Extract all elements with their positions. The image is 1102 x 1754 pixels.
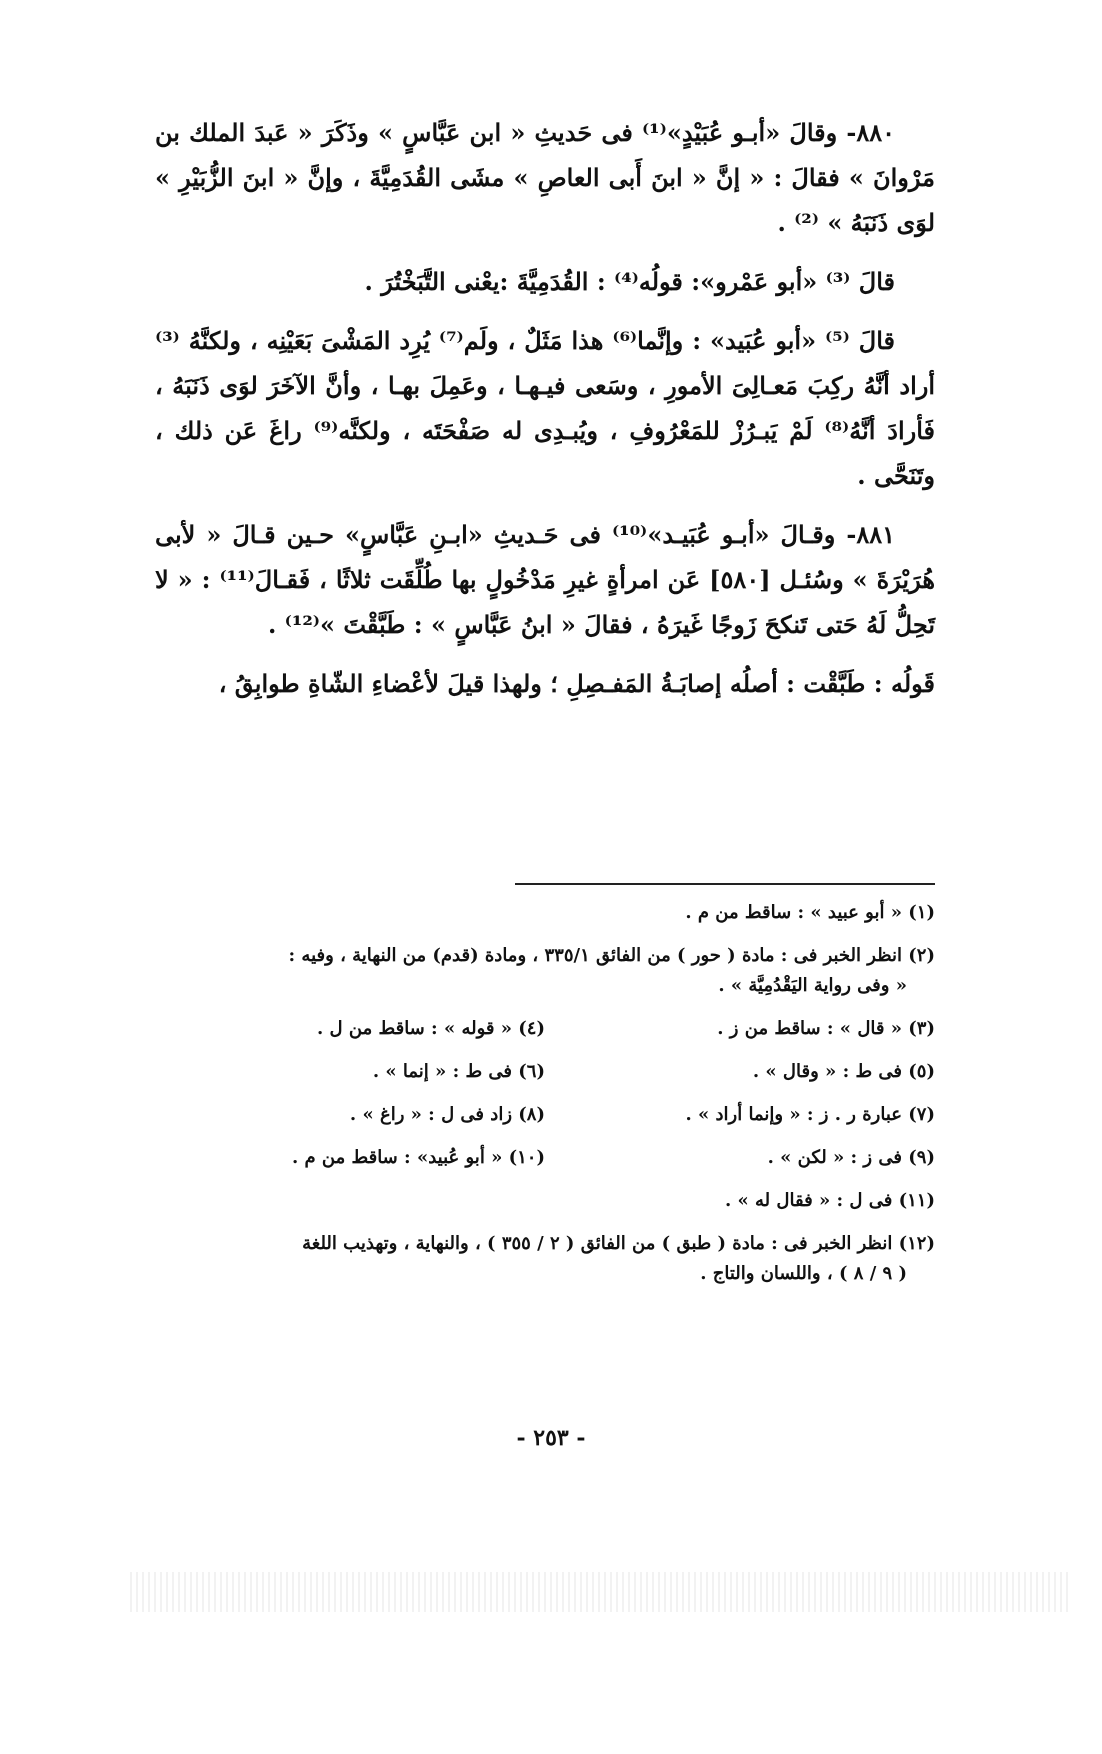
footnote-2-continuation: « وفى رواية اليَقْدُمِيَّة » . [718,975,907,996]
footnote-12-continuation: ( ٩ / ٨ ) ، واللسان والتاج . [700,1263,907,1284]
paragraph-abu-amr: قالَ ⁽³⁾ «أبو عَمْرو»: قولُه⁽⁴⁾ : القُدَمِيَّةَ :يعْنى التَّبَخْتُرَ . [364,267,895,296]
paragraph-881: ٨٨١- وقـالَ «أبـو عُبَيـد»⁽¹⁰⁾ فى حَـديثِ «ابـنِ عَبَّاسٍ» حـين قـالَ « لأبى هُرَيْرَةَ » وسُئـل [٥٨٠] عَن امرأةٍ غيرِ مَدْخُولٍ بها طُلِّقَت ثلاثًا ، فَقـالَ⁽¹¹⁾ : « لا تَحِلُّ لَهُ حَتى تَنكحَ زَوجًا غَيرَهُ ، فقالَ « ابنُ عَبَّاسٍ » : طَبَّقْتَ »⁽¹²⁾ . [155,520,935,639]
paragraph-qawluh: قَولُه : طَبَّقْت : أصلُه إصابَـةُ المَفـصِلِ ؛ ولهذا قيلَ لأعْضاءِ الشّاةِ طوابِقُ ، [218,669,935,698]
main-text [155,110,935,720]
footnote-10: (١٠) « أبو عُبيد» : ساقط من م . [291,1147,545,1168]
footnote-3: (٣) « قال » : ساقط من ز . [717,1018,935,1039]
footnote-row-3-4 [155,1014,935,1044]
page-number: - ٢٥٣ - [516,1425,586,1451]
footnote-4: (٤) « قوله » : ساقط من ل . [317,1018,545,1039]
footnote-1: (١) « أبو عبيد » : ساقط من م . [685,902,935,923]
footnote-2-text: (٢) انظر الخبر فى : مادة ( حور ) من الفائق ٣٣٥/١ ، ومادة (قدم) من النهاية ، وفيه : [288,945,935,966]
footnotes [155,898,935,1302]
footnote-9: (٩) فى ز : « لكن » . [767,1147,935,1168]
footnote-11: (١١) فى ل : « فقال له » . [724,1190,935,1211]
footnote-7: (٧) عبارة ر . ز : « وإنما أراد » . [685,1104,935,1125]
footnote-6: (٦) فى ط : « إنما » . [372,1061,545,1082]
scan-artifact [130,1572,1070,1612]
footnote-row-7-8 [155,1100,935,1130]
footnote-2 [155,941,935,1001]
paragraph-880: ٨٨٠- وقالَ «أبـو عُبَيْدٍ»⁽¹⁾ فى حَديثِ « ابن عَبَّاسٍ » وذَكَرَ « عَبدَ الملك بن مَرْوانَ » فقالَ : « إنَّ « ابنَ أَبى العاصِ » مشَى القُدَمِيَّةَ ، وإنَّ « ابنَ الزُّبَيْرِ » لوَى ذَنَبَهُ » ⁽²⁾ . [155,118,935,237]
footnote-12-text: (١٢) انظر الخبر فى : مادة ( طبق ) من الفائق ( ٢ / ٣٥٥ ) ، والنهاية ، وتهذيب اللغة [302,1233,935,1254]
paragraph-abu-ubaid: قالَ ⁽⁵⁾ «أبو عُبَيد» : وإنَّما⁽⁶⁾ هذا مَثَلٌ ، ولَم⁽⁷⁾ يُرِد المَشْىَ بَعَيْنِه ، ولكنَّهُ ⁽³⁾ أراد أنَّهُ ركِبَ مَعـالِىَ الأمورِ ، وسَعى فيـهـا ، وعَمِلَ بهـا ، وأنَّ الآخَرَ لوَى ذَنَبَهُ ، فَأرادَ أنَّهُ⁽⁸⁾ لَمْ يَبـرُزْ للمَعْرُوفِ ، ويُبـدِى له صَفْحَتَه ، ولكنَّه⁽⁹⁾ راغَ عَن ذلك ، وتَنَحَّى . [155,326,935,490]
footnote-row-5-6 [155,1057,935,1087]
footnote-row-9-10 [155,1143,935,1173]
footnote-8: (٨) زاد فى ل : « راغ » . [349,1104,545,1125]
footnote-12 [155,1229,935,1289]
footnote-5: (٥) فى ط : « وقال » . [752,1061,935,1082]
footnote-divider [515,883,935,885]
